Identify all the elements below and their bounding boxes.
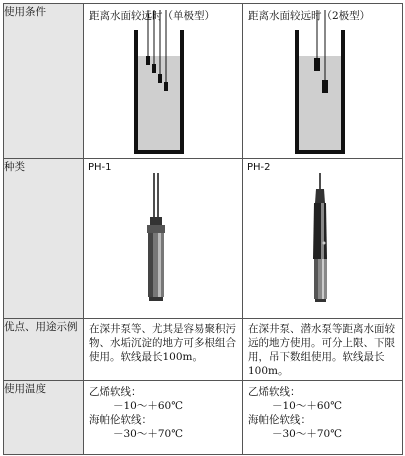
column-header-single: 距离水面较远时（单极型）	[89, 10, 215, 22]
row-label-types: 种类	[4, 159, 84, 319]
row-features	[4, 319, 403, 381]
tank-wall-right	[341, 30, 345, 154]
electrode-1	[146, 56, 150, 65]
row-types	[4, 159, 403, 319]
condition-cell-double	[243, 4, 403, 159]
temperature-list-ph2	[243, 381, 402, 443]
type-cell-ph1	[84, 159, 243, 319]
temperature-list-ph1	[84, 381, 242, 443]
hypalon-cord-label: 海帕伦软线：	[89, 414, 152, 426]
electrode-cap	[147, 225, 165, 233]
type-cell-ph2	[243, 159, 403, 319]
model-name-ph2: PH-2	[247, 162, 271, 173]
features-cell-ph2	[243, 319, 403, 381]
tank-bottom	[134, 150, 184, 154]
electrode-3	[158, 74, 162, 83]
electrode-shadow	[148, 233, 153, 297]
row-label-conditions: 使用条件	[4, 4, 84, 159]
features-text-ph1: 在深井泵等、尤其是容易聚积污物、水垢沉淀的地方可多根组合使用。软线最长100m。	[89, 323, 236, 363]
hypalon-cord-range: －30～＋70℃	[113, 428, 183, 440]
electrode-tip	[315, 299, 326, 302]
electrode-lower-highlight	[322, 259, 324, 299]
hypalon-cord-range: －30～＋70℃	[272, 428, 342, 440]
vinyl-cord-range: －10～＋60℃	[272, 400, 342, 412]
condition-cell-single	[84, 4, 243, 159]
vinyl-cord-label: 乙烯软线：	[89, 386, 142, 398]
electrode-shadow	[314, 259, 318, 299]
electrode-tip	[149, 297, 163, 301]
row-label-temperature: 使用温度	[4, 381, 84, 455]
water-fill	[138, 56, 180, 151]
electrode-2	[152, 64, 156, 73]
model-name-ph1: PH-1	[88, 162, 112, 173]
electrode-upper-body	[313, 203, 327, 259]
features-text-ph2: 在深井泵、潜水泵等距离水面较远的地方使用。可分上限、下限用，吊下数组使用。软线最长100m。	[248, 323, 395, 377]
tank-wall-left	[295, 30, 299, 154]
vinyl-cord-label: 乙烯软线：	[248, 386, 301, 398]
tank-single-electrode-illustration	[84, 4, 243, 159]
electrode-2	[322, 80, 328, 93]
electrode-screw	[323, 242, 326, 245]
row-label-features: 优点、用途示例	[4, 319, 84, 381]
temperature-cell-ph1	[84, 381, 243, 455]
ph2-electrode-image	[243, 159, 403, 319]
tank-bottom	[295, 150, 345, 154]
column-header-double: 距离水面较远时（2极型）	[248, 10, 371, 22]
vinyl-cord-range: －10～＋60℃	[113, 400, 183, 412]
cable-clamp	[315, 189, 325, 203]
tank-wall-left	[134, 30, 138, 154]
tank-double-electrode-illustration	[243, 4, 403, 159]
spec-table	[3, 3, 403, 455]
tank-wall-right	[180, 30, 184, 154]
cable-clamp	[150, 217, 162, 225]
features-cell-ph1	[84, 319, 243, 381]
electrode-highlight	[158, 233, 161, 297]
row-temperature	[4, 381, 403, 455]
ph1-electrode-image	[84, 159, 243, 319]
electrode-4	[164, 82, 168, 91]
row-conditions	[4, 4, 403, 159]
hypalon-cord-label: 海帕伦软线：	[248, 414, 311, 426]
temperature-cell-ph2	[243, 381, 403, 455]
electrode-1	[314, 58, 320, 71]
electrode-highlight	[321, 203, 324, 259]
